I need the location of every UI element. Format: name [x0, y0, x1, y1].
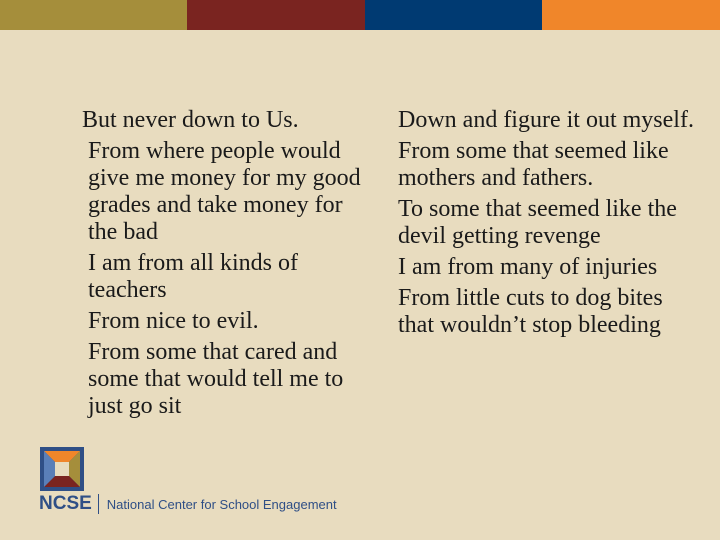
organization-name: National Center for School Engagement	[106, 496, 337, 512]
color-bar-orange	[542, 0, 720, 30]
right-line-5: From little cuts to dog bites that wouldn’t stop bleeding	[398, 285, 663, 338]
left-line-2: From where people would give me money for my good grades and take money for the bad	[88, 138, 361, 245]
left-line-5: From some that cared and some that would tell me to just go sit	[88, 339, 344, 419]
color-bar-gold	[0, 0, 187, 30]
left-line-4: From nice to evil.	[88, 308, 259, 334]
top-color-bar	[0, 0, 720, 30]
right-line-1: Down and figure it out myself.	[398, 107, 694, 133]
left-line-3: I am from all kinds of teachers	[88, 250, 298, 303]
ncse-acronym: NCSE	[39, 493, 92, 514]
ncse-logo-icon	[40, 447, 84, 491]
right-line-3: To some that seemed like the devil getting revenge	[398, 196, 677, 249]
footer-brand	[39, 491, 337, 517]
footer-divider	[98, 494, 99, 514]
left-poem-column	[82, 107, 372, 424]
right-line-2: From some that seemed like mothers and fathers.	[398, 138, 669, 191]
right-poem-column	[398, 107, 698, 343]
left-line-1: But never down to Us.	[82, 107, 299, 133]
color-bar-navy	[365, 0, 542, 30]
color-bar-maroon	[187, 0, 365, 30]
right-line-4: I am from many of injuries	[398, 254, 658, 280]
